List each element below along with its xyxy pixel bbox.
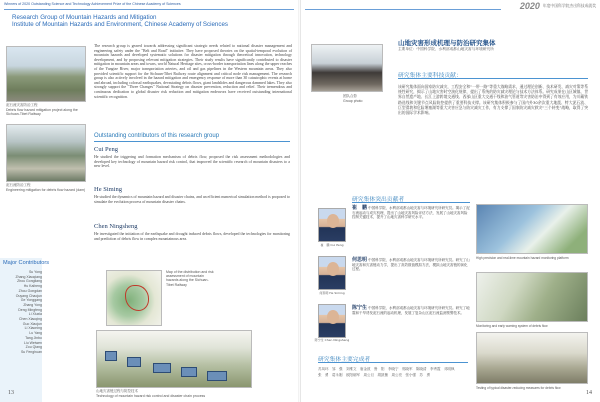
major-contributor: Zhang Xiaoqiang <box>15 274 42 279</box>
figure-monitoring-platform <box>476 204 588 254</box>
figure-2-caption: Monitoring and early warning system of debris flow <box>476 324 548 328</box>
person-text-3: 中国科学院、水利部成都山地灾害与环境研究所研究员。研究了地震和干旱诱发泥石流的起动机理，发展了复杂山区泥石流监测预警技术。 <box>352 306 470 315</box>
section-members: 研究集体主要完成者 <box>318 357 371 363</box>
major-contributor: Zou Qiang <box>25 345 42 350</box>
major-contributors-title: Major Contributors <box>3 260 50 266</box>
caption-3-cn: 团队合影 <box>343 94 357 98</box>
major-contributor: Hu Kaiheng <box>23 284 42 289</box>
photo-dam <box>6 124 86 182</box>
header-left-text: Winners of 2020 Outstanding Science and Technology Achievement Prize of the Chinese Academy of Sciences <box>4 2 181 6</box>
portrait-cui-peng <box>318 208 346 242</box>
header-year: 2020 <box>519 1 540 11</box>
title-line-1: Research Group of Mountain Hazards and Mitigation <box>12 14 157 21</box>
person-name-2: 何思明 <box>352 257 368 263</box>
page-number-left: 13 <box>8 390 14 396</box>
major-contributor: Li Xiaoning <box>24 326 42 331</box>
section-contributors-rule <box>352 202 470 203</box>
member-list: 苏凤环 邹 强 刘维文 唐金波 鲁 阳 李晓宁 郭晓军 陈晓清 李秀霞 邓明枫 张 勇 葛永刚 欧阳朝军 周公旦 胡凯衡 周公亮 张小强 苏 勇 <box>318 367 458 377</box>
major-contributor: Ouyang Chaojun <box>15 293 42 298</box>
portrait-caption-2: 何思明 He Siming <box>319 291 345 295</box>
diagram-block <box>127 357 141 367</box>
map-caption: Map of the distribution and risk assessment of mountain hazards along the Sichuan-Tibet Railway <box>166 270 214 287</box>
major-contributor: Zhou Gongdan <box>18 288 42 293</box>
portrait-caption-3: 陈宁生 Chen Ningsheng <box>314 338 350 342</box>
intro-paragraph: The research group is geared towards addressing significant strategic needs related to national disaster management and engineering safety under the "Belt and Road" initiative. They have proposed theories on the spatial-temporal evolution of mountain hazards and developed systematic solutions for disaster mitigation through theoretical innovation, technology development, and by proposing relevant mitigation strategies. Their study results have significantly contributed to disaster mitigation in mountain areas and towns, world Natural Heritage sites, cross-border transportation lines along the upper reaches of the Yangtze River, major transportation arteries, and oil and gas pipelines in the Western mountain areas. They also provided scientific support for the Sichuan-Tibet Railway route alignment and critical node risk management. The research group is also actively involved in the hazard mitigation and emergency response of more than 30 catastrophic events at home and abroad, including colossal earthquakes, devastating debris flows, giant landslides and dangerous dammed lakes. They also strongly support the "Three Changes" National Strategy on disaster prevention, reduction and relief. Their tremendous and continuous dedication to global disaster risk reduction and mitigation endeavors have received outstanding international scientific recognition. <box>94 44 292 99</box>
caption-3: Group photo <box>343 99 363 103</box>
section-members-rule <box>318 362 468 363</box>
photo-railway-hazard <box>6 46 86 102</box>
contributor-name-3: Chen Ningsheng <box>94 223 138 230</box>
major-contributor: Liu Weiwen <box>23 340 42 345</box>
person-block-2 <box>352 258 470 272</box>
contributors-heading: Outstanding contributors of this research group <box>94 133 220 139</box>
title-line-2: Institute of Mountain Hazards and Environment, Chinese Academy of Sciences <box>12 21 228 28</box>
figure-mitigation-test <box>476 332 588 384</box>
contributor-text-1: He studied the triggering and formation mechanism of debris flow, proposed the risk assessment methodologies and developed key technology of mountain hazard risk control, that improved the scientific research of mountain disasters to a new level. <box>94 155 290 169</box>
contributor-text-3: He investigated the initiation of the earthquake and drought induced debris flows, developed the technologies for monitoring and prediction of debris flow in complex mountainous area. <box>94 232 290 241</box>
major-contributor: Guo Xiaojun <box>22 321 42 326</box>
right-body: 该研究集体面向国家防灾减灾，工程安全和“一带一路”等重大战略需求，通过理论创新、技术研发、减灾对策等系统性研究，揭示了山地灾害时空演化规律，提出了系统的防灾减灾理论与技术方法体系。研究成果在山区城镇、世界自然遗产地、长江上游跨境交通线、西部山区重大交通干线和油气管道等灾害防治中得到了有效应用，为川藏铁路选线和关键节点风险防控提供了重要科技支撑。该研究集体积极参与了国内外30余次重大地震、特大泥石流、巨型滑坡和危险堰塞湖等重大灾害应急与防灾减灾工作，有力支撑了国家防灾减灾救灾“三个转变”战略，取得了突出的国际学术影响。 <box>398 84 588 116</box>
major-contributor: Deng Mingfeng <box>18 307 42 312</box>
right-title: 山地灾害形成机理与防治研究集体 <box>398 39 496 47</box>
person-text-2: 中国科学院、水利部成都山地灾害与环境研究所研究员。研究了山地灾害和灾害链动力学，提出了高效数值模拟方法，模拟山地灾害链的演化过程。 <box>352 258 470 272</box>
section-contributions: 研究集体主要科技贡献： <box>398 73 462 79</box>
major-contributor: Su Yong <box>28 270 42 274</box>
major-contributor: Su Fenghuan <box>20 349 42 354</box>
figure-warning-system <box>476 272 588 322</box>
contributor-text-2: He studied the dynamics of mountain hazard and disaster chains, and an efficient numerical simulation method is proposed to simulate the evolution process of mountain disaster chains. <box>94 195 290 204</box>
person-block-3 <box>352 306 470 315</box>
diagram-block <box>207 371 227 381</box>
caption-1-cn: 泥石流灾害防治工程 <box>6 103 38 107</box>
figure-disaster-chain-diagram <box>96 330 252 388</box>
page-number-right: 14 <box>586 390 592 396</box>
diagram-block <box>153 363 171 373</box>
diagram-caption: Technology of mountain hazard risk control and disaster chain process <box>96 394 206 398</box>
caption-2-cn: 泥石流防治工程 <box>6 183 31 187</box>
caption-1: Debris flow hazard mitigation project along the Sichuan-Tibet Railway <box>6 108 78 117</box>
caption-2: Engineering mitigation for debris flow hazard (dam) <box>6 188 86 192</box>
diagram-block <box>105 351 117 361</box>
major-contributor: Zhang Yong <box>23 302 42 307</box>
major-contributor: Zhou Gongliang <box>17 279 42 284</box>
contributors-rule <box>94 141 290 142</box>
person-name-3: 陈宁生 <box>352 305 368 311</box>
major-contributors-list <box>4 270 42 355</box>
figure-hazard-map <box>106 270 162 326</box>
portrait-caption-1: 崔 鹏 Cui Peng <box>320 243 344 247</box>
header-right-cn: 年度中国科学院杰出科技成就奖 <box>542 3 596 8</box>
portrait-chen-ningsheng <box>318 304 346 338</box>
section-contributors: 研究集体突出贡献者 <box>352 197 405 203</box>
major-contributor: Ge Yonggang <box>20 298 42 303</box>
major-contributor: Chen Xiaoqing <box>19 317 42 322</box>
header-rule-left <box>4 9 294 10</box>
portrait-he-siming <box>318 256 346 290</box>
person-text-1: 中国科学院、水利部成都山地灾害与环境研究所研究员。揭示了泥石流起动与成灾机理，提出了山地灾害风险评估方法，发展了山地灾害风险控制关键技术，提升了山地灾害科学研究水平。 <box>352 206 470 220</box>
contributor-name-2: He Siming <box>94 186 122 193</box>
person-block-1 <box>352 206 470 220</box>
figure-1-caption: High precision and real-time mountain hazard monitoring platform <box>476 256 569 260</box>
person-name-1: 崔 鹏 <box>352 205 368 211</box>
diagram-block <box>181 367 197 377</box>
figure-3-caption: Testing of typical disaster-reducing measures for debris flow <box>476 386 561 390</box>
header-right <box>520 1 596 11</box>
major-contributor: Li Xiuxia <box>28 312 42 317</box>
diagram-caption-cn: 山地灾害链过程与防控技术 <box>96 389 138 393</box>
major-contributor: Lu Yang <box>29 331 42 336</box>
section-contributions-rule <box>398 78 588 79</box>
header-rule-right <box>305 9 501 10</box>
right-lead: 主要单位：中国科学院、水利部成都山地灾害与环境研究所 <box>398 47 494 51</box>
photo-group <box>311 44 383 92</box>
major-contributor: Tang Jinbo <box>25 335 42 340</box>
left-title <box>12 14 292 28</box>
contributor-name-1: Cui Peng <box>94 146 119 153</box>
